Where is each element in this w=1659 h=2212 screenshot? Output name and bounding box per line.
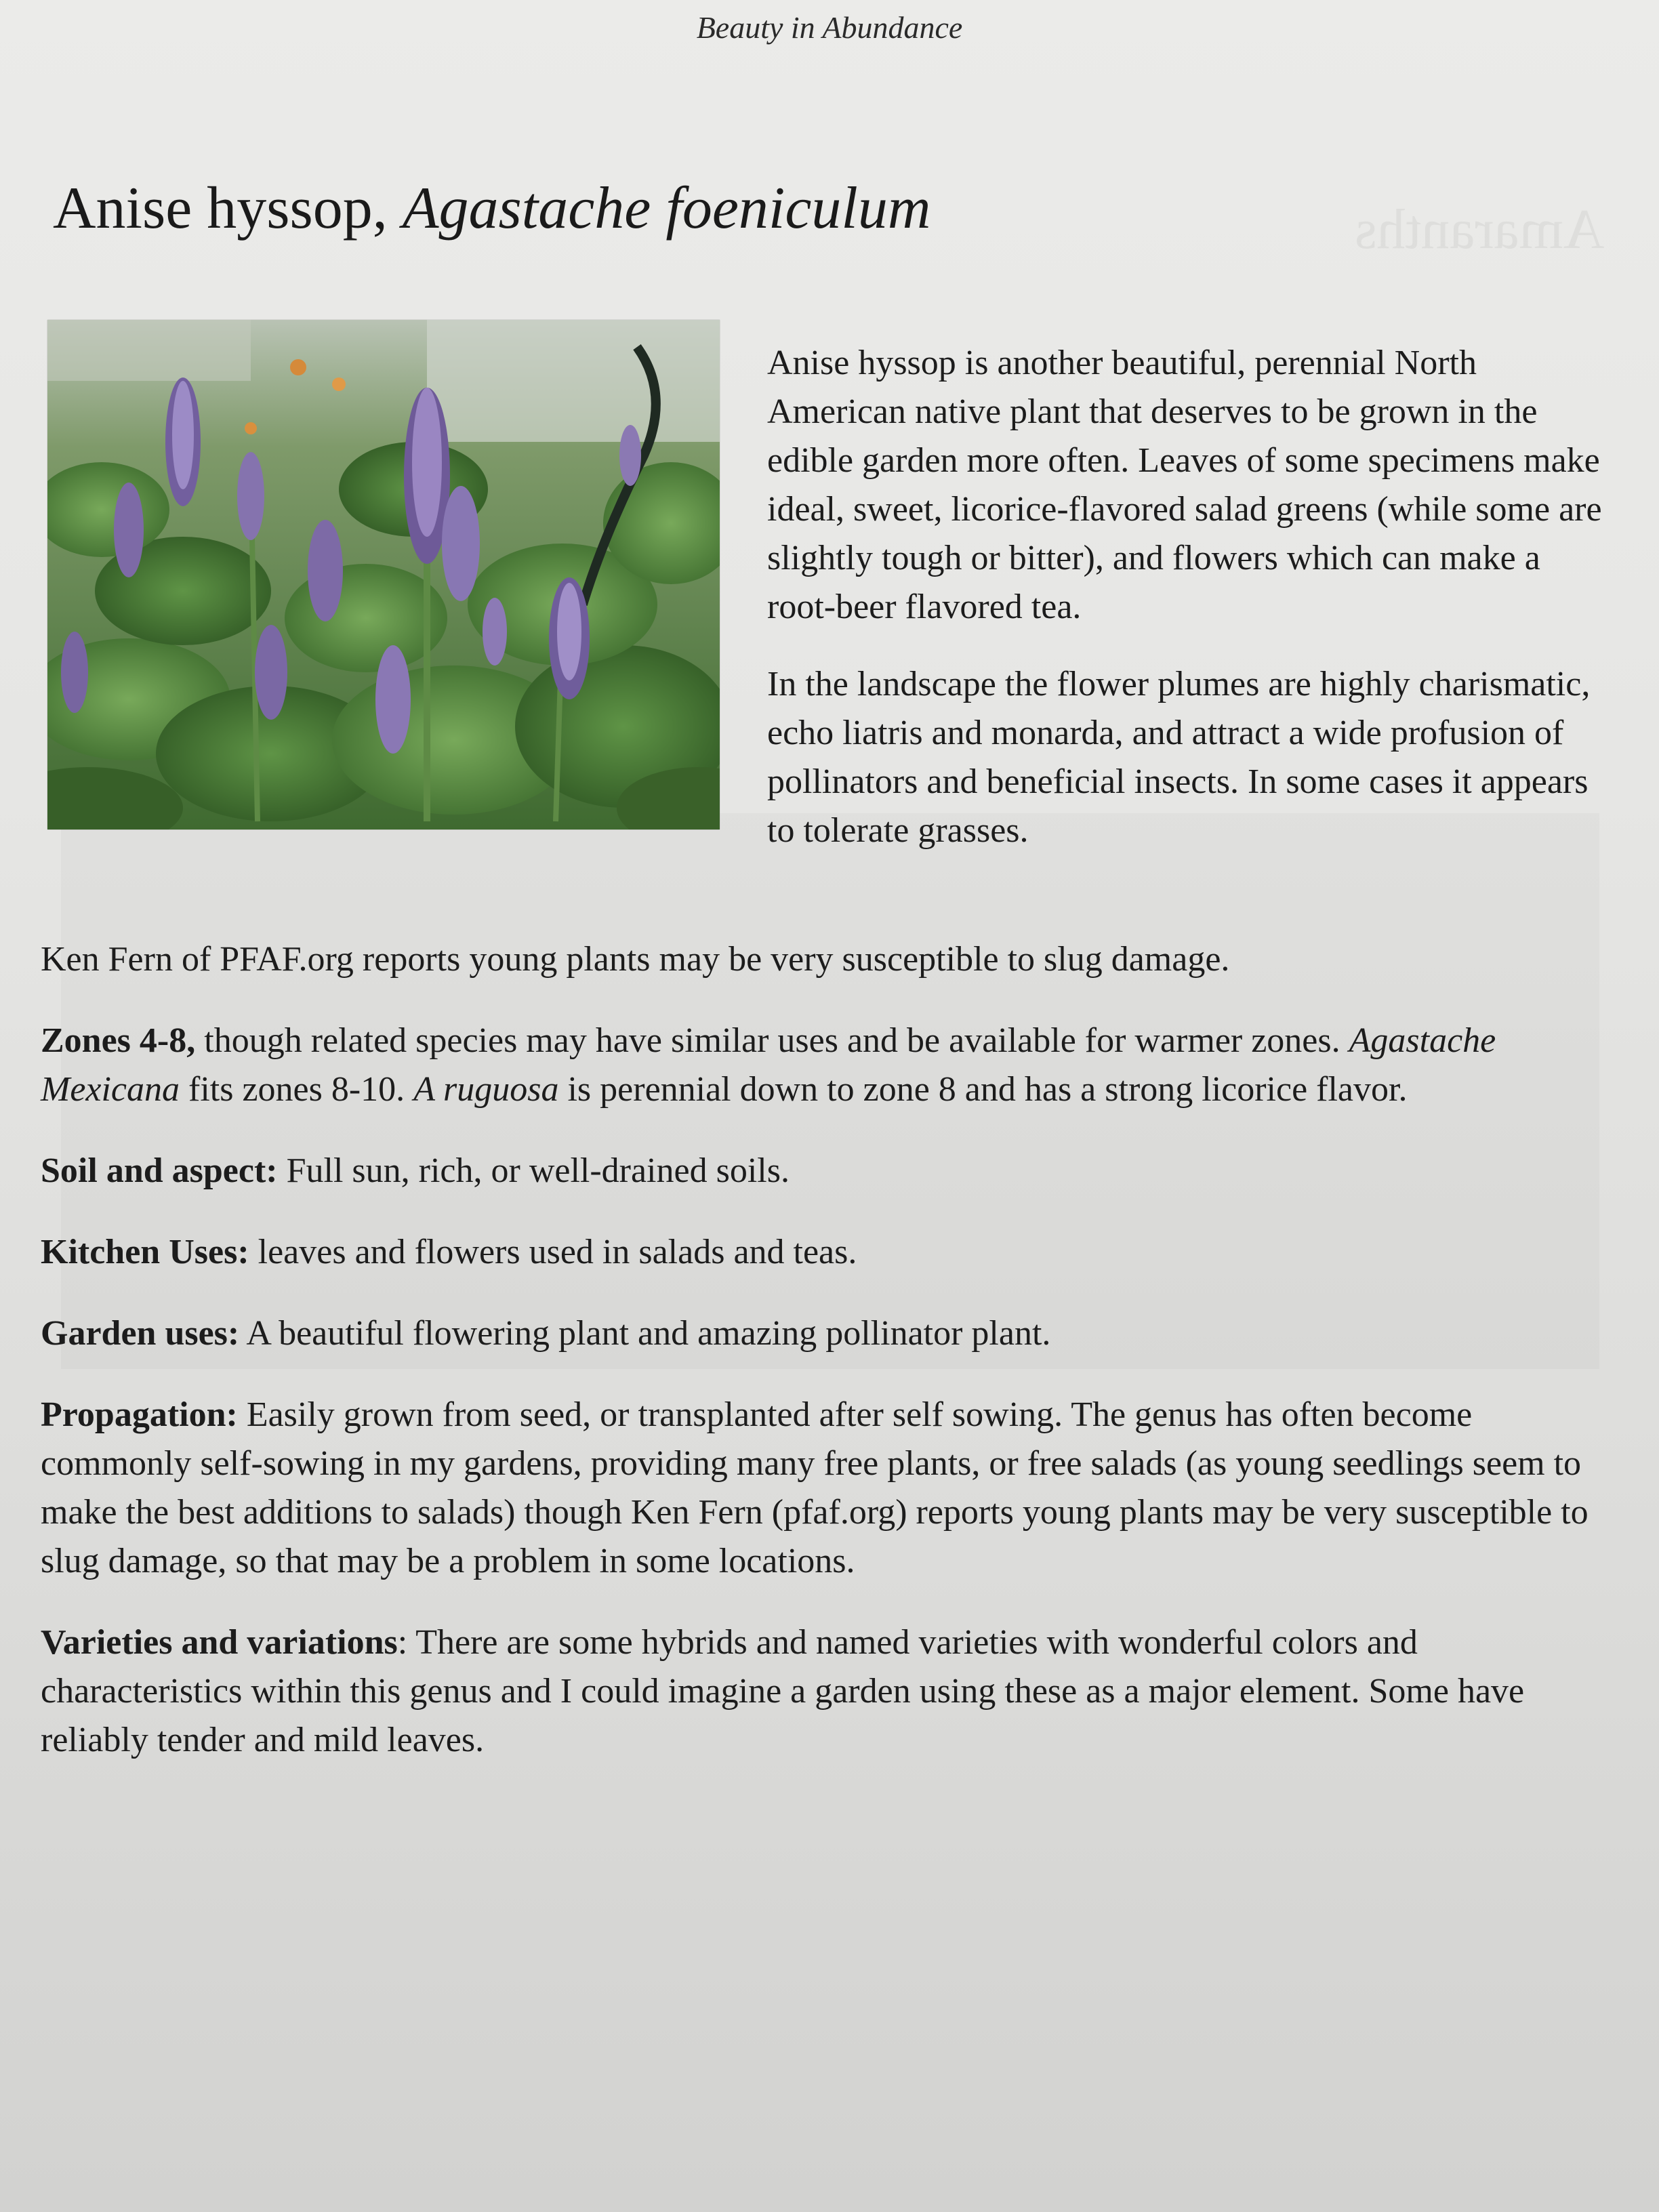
zones-species-1: Agastache Mexicana [41, 1021, 1496, 1109]
title-scientific-name: Agastache foeniculum [402, 176, 931, 241]
propagation-paragraph [41, 1391, 1606, 1586]
title-common-name: Anise hyssop, [53, 176, 403, 241]
kitchen-paragraph [41, 1228, 1606, 1277]
zones-text-1: though related species may have similar uses and be available for warmer zones. [195, 1021, 1349, 1060]
kitchen-label: Kitchen Uses: [41, 1233, 249, 1271]
zones-paragraph [41, 1017, 1606, 1114]
running-head: Beauty in Abundance [696, 10, 963, 45]
garden-label: Garden uses: [41, 1314, 240, 1353]
zones-text-3: is perennial down to zone 8 and has a strong licorice flavor. [558, 1070, 1408, 1109]
bleed-through-text: Amaranths [1355, 198, 1605, 261]
garden-text: A beautiful flowering plant and amazing pollinator plant. [239, 1314, 1051, 1353]
zones-label: Zones 4-8, [41, 1021, 196, 1060]
fern-note: Ken Fern of PFAF.org reports young plants may be very susceptible to slug damage. [41, 940, 1230, 979]
kitchen-text: leaves and flowers used in salads and teas. [249, 1233, 857, 1271]
varieties-label: Varieties and variations [41, 1623, 398, 1662]
intro-paragraph-2: In the landscape the flower plumes are highly charismatic, echo liatris and monarda, and attract a wide profusion of pollinators and beneficial insects. In some cases it appears to tolerate grasses. [767, 665, 1591, 850]
soil-label: Soil and aspect: [41, 1151, 278, 1190]
page-title [53, 173, 930, 245]
zones-text-2: fits zones 8-10. [180, 1070, 414, 1109]
varieties-paragraph [41, 1618, 1606, 1765]
propagation-label: Propagation: [41, 1395, 238, 1434]
intro-text [767, 339, 1607, 884]
varieties-text: : There are some hybrids and named varieties with wonderful colors and characteristics within this genus and I could imagine a garden using these as a major element. Some have reliably tender and mild leaves. [41, 1623, 1525, 1759]
soil-text: Full sun, rich, or well-drained soils. [277, 1151, 790, 1190]
body-text [41, 935, 1606, 1797]
intro-paragraph-1: Anise hyssop is another beautiful, perennial North American native plant that deserves to be grown in the edible garden more often. Leaves of some specimens make ideal, sweet, licorice-flavored salad greens (while some are slightly tough or bitter), and flowers which can make a root-beer flavored tea. [767, 344, 1602, 626]
garden-paragraph [41, 1309, 1606, 1358]
soil-paragraph [41, 1147, 1606, 1195]
zones-species-2: A ruguosa [413, 1070, 559, 1109]
propagation-text: Easily grown from seed, or transplanted after self sowing. The genus has often become commonly self-sowing in my gardens, providing many free plants, or free salads (as young seedlings seem to make the best additions to salads) though Ken Fern (pfaf.org) reports young plants may be very susceptible to slug damage, so that may be a problem in some locations. [41, 1395, 1589, 1580]
plant-photo [47, 320, 720, 830]
